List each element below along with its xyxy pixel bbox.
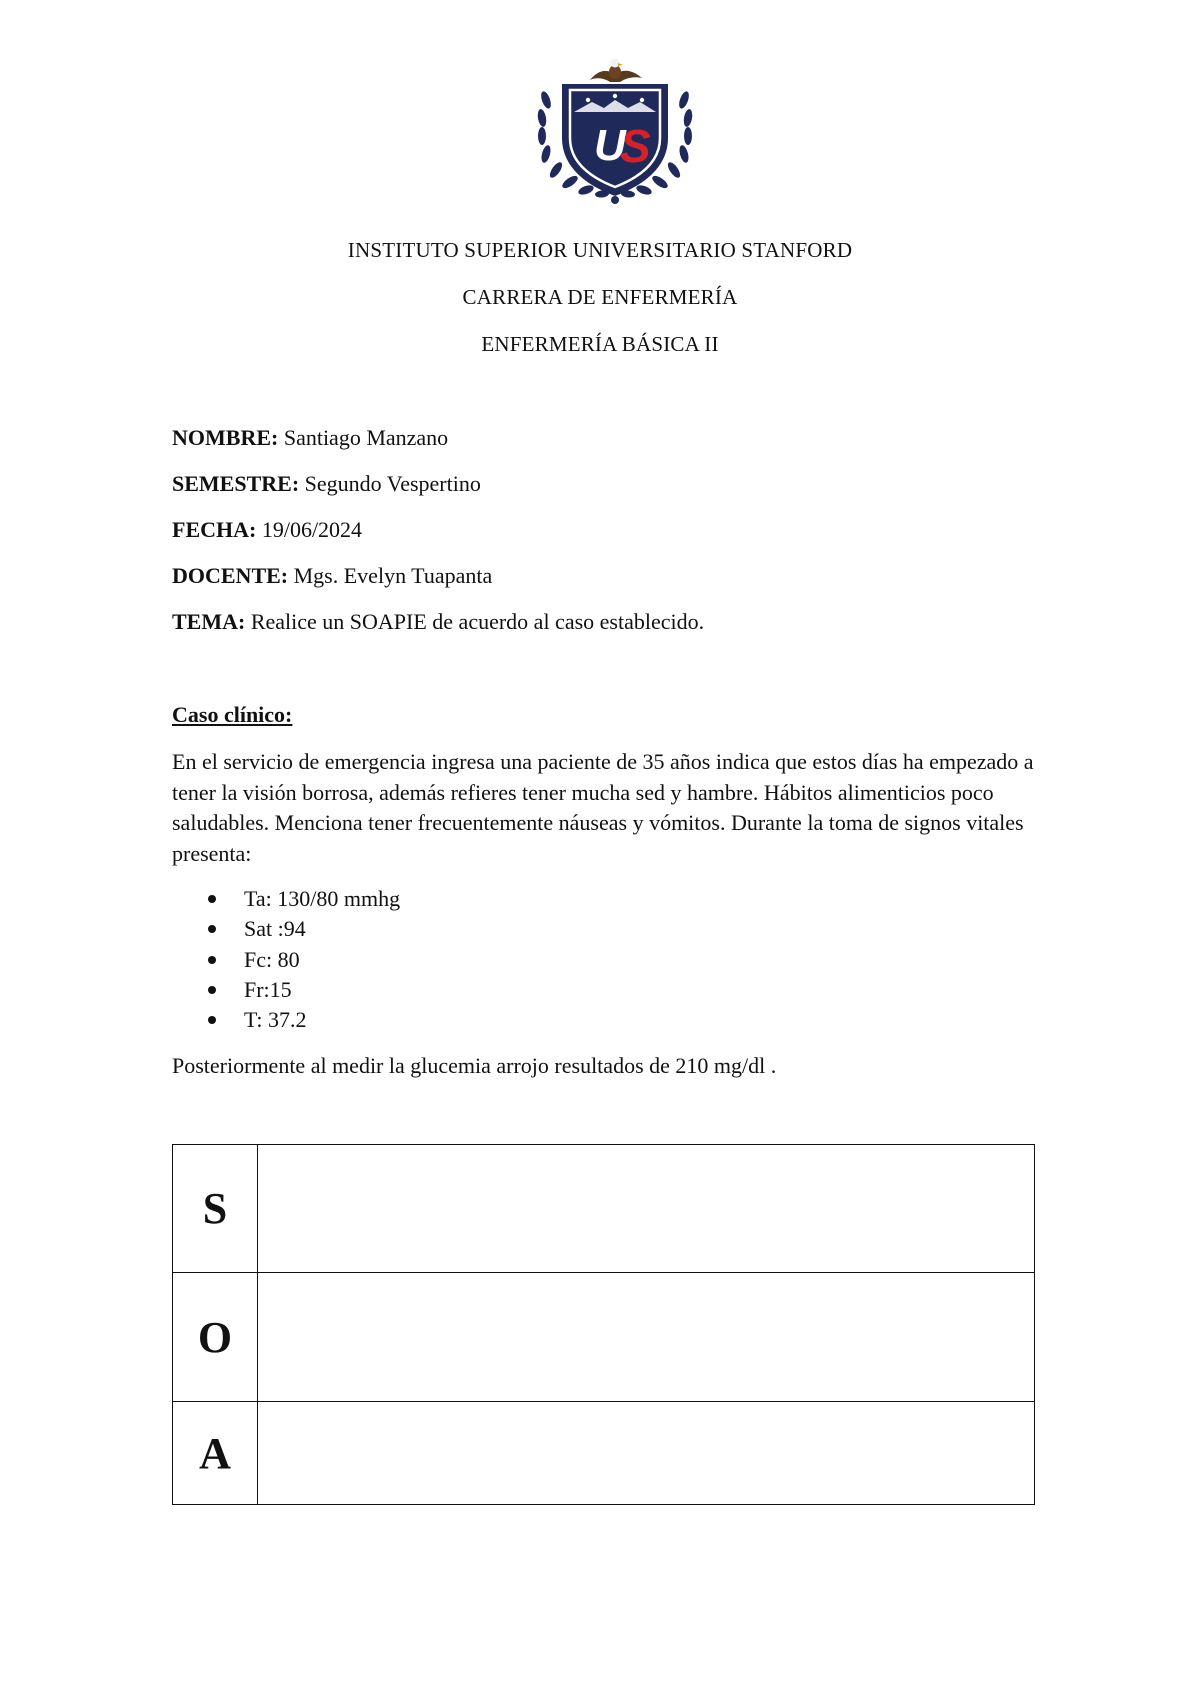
docente-label: DOCENTE: [172, 563, 289, 588]
tema-label: TEMA: [172, 609, 246, 634]
soapie-letter-a: A [173, 1402, 258, 1505]
case-heading: Caso clínico: [172, 702, 293, 727]
bullet-icon [208, 1016, 216, 1024]
semestre-value: Segundo Vespertino [304, 471, 481, 496]
vital-sign-item [172, 884, 400, 914]
vital-sign-text: T: 37.2 [244, 1007, 307, 1033]
vital-sign-item [172, 1005, 400, 1035]
vital-sign-item [172, 945, 400, 975]
career-title: CARRERA DE ENFERMERÍA [462, 285, 738, 309]
fecha-label: FECHA: [172, 517, 257, 542]
fecha-value: 19/06/2024 [261, 517, 363, 542]
table-row [173, 1273, 1035, 1402]
vital-sign-item [172, 914, 400, 944]
semestre-label: SEMESTRE: [172, 471, 300, 496]
tema-value: Realice un SOAPIE de acuerdo al caso establecido. [250, 609, 705, 634]
soapie-content-a[interactable] [258, 1402, 1035, 1505]
logo-letter-s: S [620, 120, 651, 172]
nombre-field [172, 425, 448, 451]
docente-field [172, 563, 492, 589]
case-description: En el servicio de emergencia ingresa una paciente de 35 años indica que estos días ha empezado a tener la visión borrosa, además refieres tener mucha sed y hambre. Hábitos alimenticios poco saludables. Menciona tener frecuentemente náuseas y vómitos. Durante la toma de signos vitales presenta: [172, 749, 1034, 866]
glucose-note: Posteriormente al medir la glucemia arrojo resultados de 210 mg/dl . [172, 1053, 777, 1078]
logo-letter-u: U [594, 121, 626, 170]
soapie-letter-s: S [173, 1145, 258, 1273]
fecha-field [172, 517, 362, 543]
vital-sign-text: Ta: 130/80 mmhg [244, 886, 401, 911]
semestre-field [172, 471, 481, 497]
vital-sign-item [172, 975, 400, 1005]
bullet-icon [208, 956, 216, 964]
soapie-content-s[interactable] [258, 1145, 1035, 1273]
subject-title: ENFERMERÍA BÁSICA II [481, 332, 719, 356]
nombre-value: Santiago Manzano [283, 425, 449, 450]
institution-title: INSTITUTO SUPERIOR UNIVERSITARIO STANFORD [347, 238, 853, 262]
docente-value: Mgs. Evelyn Tuapanta [293, 563, 493, 588]
soapie-letter-o: O [173, 1273, 258, 1402]
vital-sign-text: Fc: 80 [244, 946, 300, 972]
bullet-icon [208, 925, 216, 933]
tema-field [172, 609, 704, 635]
vital-signs-list [172, 884, 400, 1035]
bullet-icon [208, 895, 216, 903]
soapie-table [172, 1144, 1035, 1505]
vital-sign-text: Fr:15 [244, 976, 292, 1002]
vital-sign-text: Sat :94 [244, 916, 306, 942]
table-row [173, 1402, 1035, 1505]
table-row [173, 1145, 1035, 1273]
eagle-icon [590, 59, 642, 83]
nombre-label: NOMBRE: [172, 425, 279, 450]
bullet-icon [208, 986, 216, 994]
soapie-content-o[interactable] [258, 1273, 1035, 1402]
institution-logo [530, 50, 700, 210]
